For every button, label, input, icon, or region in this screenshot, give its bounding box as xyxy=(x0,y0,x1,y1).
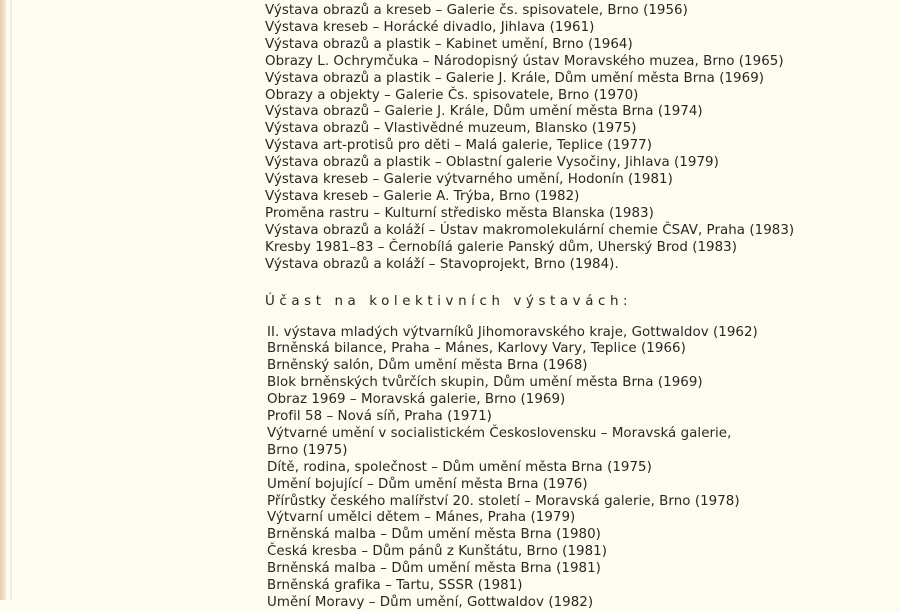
list-item: Výstava obrazů a kreseb – Galerie čs. spisovatele, Brno (1956) xyxy=(265,3,688,18)
list-item: Výstava obrazů – Vlastivědné muzeum, Blansko (1975) xyxy=(265,121,637,137)
list-item: Výtvarné umění v socialistickém Československu – Moravská galerie, xyxy=(267,425,732,441)
list-item: Obrazy L. Ochrymčuka – Národopisný ústav Moravského muzea, Brno (1965) xyxy=(265,53,784,69)
list-item: Výstava obrazů a plastik – Galerie J. Krále, Dům umění města Brna (1969) xyxy=(265,70,765,86)
page-binding-edge xyxy=(0,0,6,600)
list-item: Blok brněnských tvůrčích skupin, Dům umění města Brna (1969) xyxy=(267,375,703,391)
section-heading-collective-exhibitions: Účast na kolektivních výstavách: xyxy=(265,293,633,309)
list-item: Výstava obrazů a koláží – Stavoprojekt, Brno (1984). xyxy=(265,256,619,272)
list-item: Brněnský salón, Dům umění města Brna (1968) xyxy=(267,358,588,374)
list-item: Umění bojující – Dům umění města Brna (1976) xyxy=(267,476,588,492)
list-item: Přírůstky českého malířství 20. století – Moravská galerie, Brno (1978) xyxy=(267,493,740,509)
list-item-continuation: Brno (1975) xyxy=(267,442,348,458)
list-item: Výstava obrazů – Galerie J. Krále, Dům umění města Brna (1974) xyxy=(265,104,703,120)
list-item: Brněnská malba – Dům umění města Brna (1980) xyxy=(267,527,601,543)
list-item: Brněnská malba – Dům umění města Brna (1981) xyxy=(267,561,601,577)
list-item: Výstava kreseb – Galerie A. Trýba, Brno (1982) xyxy=(265,188,580,204)
list-item: Výstava art-protisů pro děti – Malá galerie, Teplice (1977) xyxy=(265,138,653,154)
document-page xyxy=(265,3,865,612)
list-item: Umění Moravy – Dům umění, Gottwaldov (1982) xyxy=(267,595,594,610)
list-item: Obrazy a objekty – Galerie Čs. spisovatele, Brno (1970) xyxy=(265,87,639,103)
list-item: II. výstava mladých výtvarníků Jihomoravského kraje, Gottwaldov (1962) xyxy=(267,324,758,340)
page-edge-shadow xyxy=(10,0,12,600)
list-item: Výstava kreseb – Galerie výtvarného umění, Hodonín (1981) xyxy=(265,172,673,188)
list-item: Obraz 1969 – Moravská galerie, Brno (1969) xyxy=(267,392,566,408)
list-item: Kresby 1981–83 – Černobílá galerie Panský dům, Uherský Brod (1983) xyxy=(265,239,738,255)
list-item: Proměna rastru – Kulturní středisko města Blanska (1983) xyxy=(265,205,654,221)
list-item: Brněnská grafika – Tartu, SSSR (1981) xyxy=(267,578,523,594)
list-item: Výstava obrazů a plastik – Oblastní galerie Vysočiny, Jihlava (1979) xyxy=(265,155,719,171)
list-item: Česká kresba – Dům pánů z Kunštátu, Brno (1981) xyxy=(267,544,607,560)
list-item: Výstava kreseb – Horácké divadlo, Jihlava (1961) xyxy=(265,19,595,35)
list-item: Profil 58 – Nová síň, Praha (1971) xyxy=(267,409,492,425)
list-item: Výstava obrazů a plastik – Kabinet umění, Brno (1964) xyxy=(265,36,633,52)
list-item: Brněnská bilance, Praha – Mánes, Karlovy Vary, Teplice (1966) xyxy=(267,341,686,357)
list-item: Výstava obrazů a koláží – Ústav makromolekulární chemie ČSAV, Praha (1983) xyxy=(265,222,795,238)
collective-exhibitions-list xyxy=(265,325,865,612)
list-item: Výtvarní umělci dětem – Mánes, Praha (1979) xyxy=(267,510,576,526)
solo-exhibitions-list xyxy=(265,3,865,274)
list-item: Dítě, rodina, společnost – Dům umění města Brna (1975) xyxy=(267,459,652,475)
